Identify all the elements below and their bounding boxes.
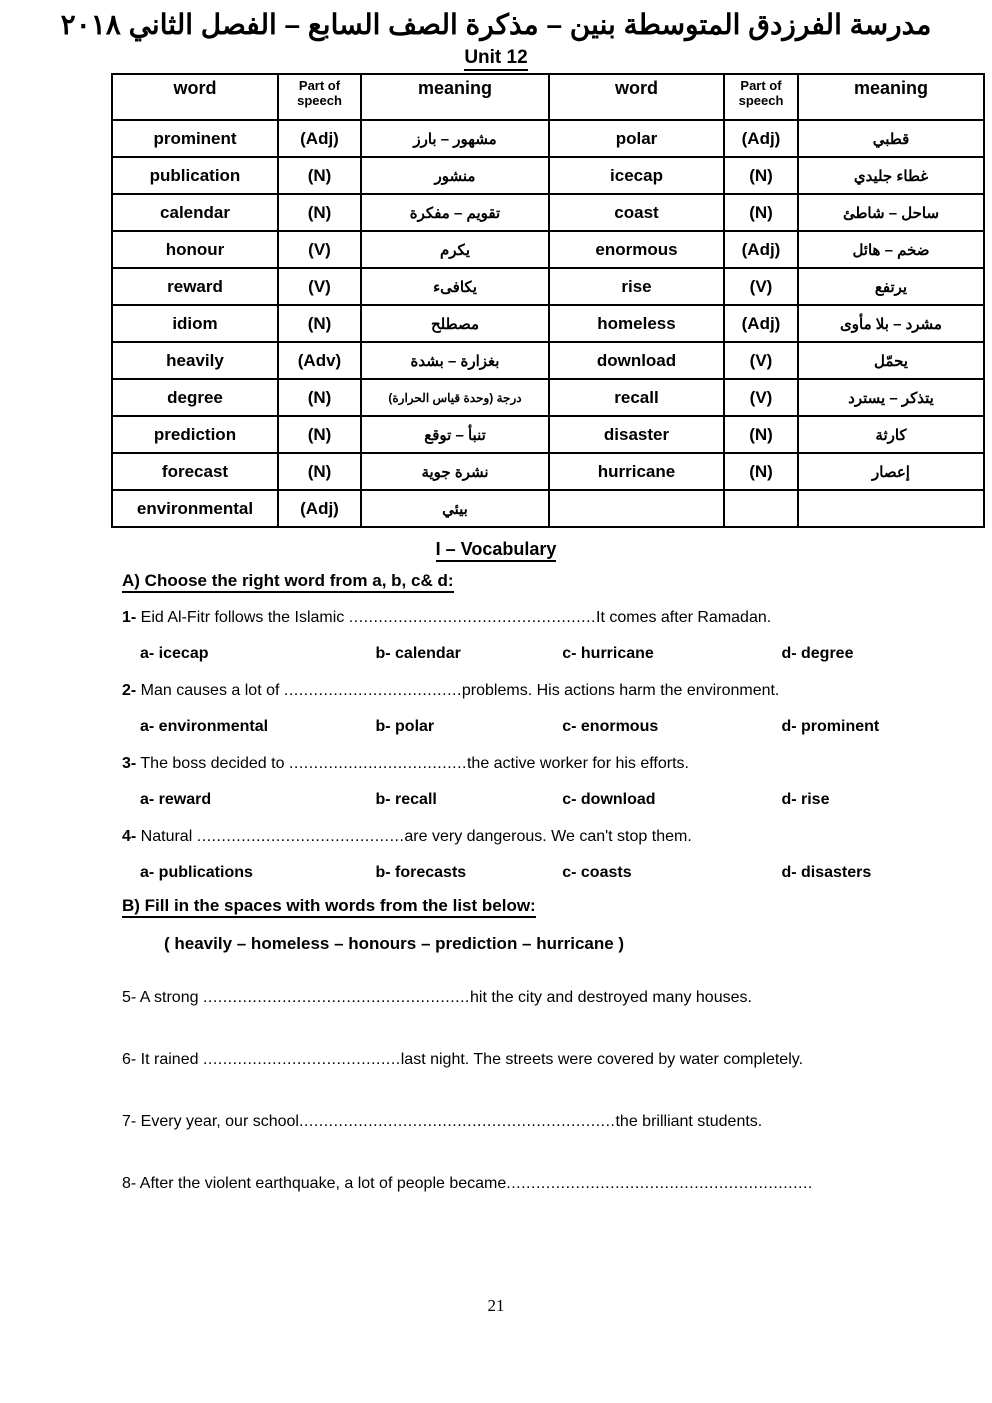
vocab-row <box>112 157 984 194</box>
options-row-3 <box>122 788 952 812</box>
pos-cell: (V) <box>724 268 798 305</box>
word-cell: icecap <box>549 157 724 194</box>
pos-cell: (Adj) <box>724 305 798 342</box>
header-word-left: word <box>112 74 278 120</box>
option-b: b- recall <box>375 791 437 808</box>
meaning-cell: مشرد – بلا مأوى <box>798 305 984 342</box>
pos-cell: (Adj) <box>278 490 361 527</box>
meaning-cell: مصطلح <box>361 305 549 342</box>
meaning-cell: يكرم <box>361 231 549 268</box>
meaning-cell: كارثة <box>798 416 984 453</box>
meaning-cell: نشرة جوية <box>361 453 549 490</box>
question-3 <box>122 752 952 776</box>
question-number: 4- <box>122 828 137 845</box>
dotted-blank: ........................................ <box>202 1051 401 1068</box>
question-text-post: the active worker for his efforts. <box>466 755 689 772</box>
vocab-row <box>112 490 984 527</box>
dotted-blank: .................................................. <box>348 609 596 626</box>
question-text-post: It comes after Ramadan. <box>596 609 772 626</box>
meaning-cell: تنبأ – توقع <box>361 416 549 453</box>
meaning-cell <box>798 490 984 527</box>
option-a: a- reward <box>140 791 212 808</box>
vocab-row <box>112 231 984 268</box>
option-c: c- download <box>562 791 656 808</box>
word-cell: prominent <box>112 120 278 157</box>
vocab-row <box>112 194 984 231</box>
dotted-blank: ................................................................ <box>298 1113 616 1130</box>
question-2 <box>122 679 952 703</box>
question-1 <box>122 606 952 630</box>
meaning-cell: قطبي <box>798 120 984 157</box>
meaning-cell: يحمّل <box>798 342 984 379</box>
word-cell: hurricane <box>549 453 724 490</box>
option-c: c- coasts <box>562 864 632 881</box>
word-cell: download <box>549 342 724 379</box>
pos-cell: (Adj) <box>278 120 361 157</box>
pos-cell: (N) <box>278 453 361 490</box>
word-cell: polar <box>549 120 724 157</box>
option-d: d- rise <box>781 791 830 808</box>
pos-cell: (N) <box>724 416 798 453</box>
vocab-row <box>112 120 984 157</box>
word-cell: heavily <box>112 342 278 379</box>
option-c: c- hurricane <box>562 645 654 662</box>
page-number: 21 <box>487 1296 505 1315</box>
question-text-post: hit the city and destroyed many houses. <box>470 989 752 1006</box>
question-number: 1- <box>122 609 137 626</box>
vocab-row <box>112 268 984 305</box>
meaning-cell: إعصار <box>798 453 984 490</box>
option-a: a- environmental <box>140 718 269 735</box>
pos-cell: (V) <box>278 268 361 305</box>
vocab-table-header-row <box>112 74 984 120</box>
question-number: 7- <box>122 1113 137 1130</box>
question-number: 8- <box>122 1175 137 1192</box>
dotted-blank: .............................................................. <box>506 1175 813 1192</box>
vocab-row <box>112 379 984 416</box>
meaning-cell: يرتفع <box>798 268 984 305</box>
pos-cell: (Adj) <box>724 120 798 157</box>
word-cell: coast <box>549 194 724 231</box>
word-cell <box>549 490 724 527</box>
word-cell: rise <box>549 268 724 305</box>
option-b: b- calendar <box>375 645 461 662</box>
options-row-4 <box>122 861 952 885</box>
question-5 <box>122 986 952 1010</box>
pos-cell: (N) <box>724 194 798 231</box>
vocabulary-section-title: I – Vocabulary <box>0 538 992 560</box>
question-text-pre: Eid Al-Fitr follows the Islamic <box>136 609 349 626</box>
word-cell: homeless <box>549 305 724 342</box>
vocab-row <box>112 416 984 453</box>
option-d: d- degree <box>781 645 854 662</box>
meaning-cell: تقويم – مفكرة <box>361 194 549 231</box>
pos-cell: (N) <box>278 194 361 231</box>
word-cell: idiom <box>112 305 278 342</box>
meaning-cell: بيئي <box>361 490 549 527</box>
word-cell: publication <box>112 157 278 194</box>
question-8 <box>122 1172 952 1196</box>
question-4 <box>122 825 952 849</box>
unit-title: Unit 12 <box>0 47 992 69</box>
option-d: d- prominent <box>781 718 880 735</box>
vocab-table <box>111 73 985 528</box>
part-a-heading: A) Choose the right word from a, b, c& d: <box>122 569 952 593</box>
word-cell: environmental <box>112 490 278 527</box>
question-text-pre: Natural <box>136 828 197 845</box>
word-cell: honour <box>112 231 278 268</box>
dotted-blank: .......................................... <box>196 828 405 845</box>
pos-cell: (N) <box>278 305 361 342</box>
word-bank: ( heavily – homeless – honours – prediction – hurricane ) <box>164 934 625 953</box>
pos-cell: (V) <box>278 231 361 268</box>
meaning-cell: ساحل – شاطئ <box>798 194 984 231</box>
school-header-arabic: مدرسة الفرزدق المتوسطة بنين – مذكرة الصف السابع – الفصل الثاني ٢٠١٨ <box>60 9 932 40</box>
word-cell: enormous <box>549 231 724 268</box>
dotted-blank: .................................... <box>288 755 467 772</box>
vocab-row <box>112 453 984 490</box>
header-pos-left: Part of speech <box>278 74 361 120</box>
question-number: 2- <box>122 682 137 699</box>
pos-cell: (N) <box>724 453 798 490</box>
meaning-cell: منشور <box>361 157 549 194</box>
pos-cell: (Adv) <box>278 342 361 379</box>
header-pos-right: Part of speech <box>724 74 798 120</box>
dotted-blank: .................................... <box>283 682 462 699</box>
option-b: b- forecasts <box>375 864 467 881</box>
meaning-cell: ضخم – هائل <box>798 231 984 268</box>
word-cell: reward <box>112 268 278 305</box>
header-word-right: word <box>549 74 724 120</box>
pos-cell: (N) <box>278 416 361 453</box>
word-cell: forecast <box>112 453 278 490</box>
header-meaning-right: meaning <box>798 74 984 120</box>
pos-cell: (N) <box>724 157 798 194</box>
option-a: a- publications <box>140 864 253 881</box>
dotted-blank: ...................................................... <box>202 989 470 1006</box>
vocab-row <box>112 305 984 342</box>
question-text-pre: The boss decided to <box>136 755 289 772</box>
pos-cell: (V) <box>724 379 798 416</box>
option-a: a- icecap <box>140 645 209 662</box>
pos-cell: (V) <box>724 342 798 379</box>
question-text-post: are very dangerous. We can't stop them. <box>404 828 692 845</box>
meaning-cell: درجة (وحدة قياس الحرارة) <box>361 379 549 416</box>
question-number: 3- <box>122 755 137 772</box>
option-d: d- disasters <box>781 864 872 881</box>
question-number: 5- <box>122 989 137 1006</box>
meaning-cell: مشهور – بارز <box>361 120 549 157</box>
meaning-cell: يتذكر – يسترد <box>798 379 984 416</box>
pos-cell: (N) <box>278 379 361 416</box>
options-row-1 <box>122 642 952 666</box>
question-text-pre: Every year, our school <box>136 1113 299 1130</box>
pos-cell: (Adj) <box>724 231 798 268</box>
question-text-pre: Man causes a lot of <box>136 682 284 699</box>
word-cell: recall <box>549 379 724 416</box>
question-7 <box>122 1110 952 1134</box>
part-b-heading: B) Fill in the spaces with words from the list below: <box>122 894 952 918</box>
option-b: b- polar <box>375 718 435 735</box>
exercises <box>122 569 952 1196</box>
question-6 <box>122 1048 952 1072</box>
meaning-cell: بغزارة – بشدة <box>361 342 549 379</box>
pos-cell <box>724 490 798 527</box>
pos-cell: (N) <box>278 157 361 194</box>
meaning-cell: يكافىء <box>361 268 549 305</box>
option-c: c- enormous <box>562 718 659 735</box>
question-text-post: problems. His actions harm the environment. <box>461 682 780 699</box>
question-text-pre: It rained <box>136 1051 203 1068</box>
word-cell: disaster <box>549 416 724 453</box>
question-text-pre: After the violent earthquake, a lot of people became <box>136 1175 507 1192</box>
word-cell: calendar <box>112 194 278 231</box>
header-meaning-left: meaning <box>361 74 549 120</box>
question-text-pre: A strong <box>136 989 203 1006</box>
meaning-cell: غطاء جليدي <box>798 157 984 194</box>
word-cell: degree <box>112 379 278 416</box>
vocab-row <box>112 342 984 379</box>
word-cell: prediction <box>112 416 278 453</box>
question-number: 6- <box>122 1051 137 1068</box>
question-text-post: the brilliant students. <box>615 1113 763 1130</box>
question-text-post: last night. The streets were covered by water completely. <box>400 1051 804 1068</box>
options-row-2 <box>122 715 952 739</box>
